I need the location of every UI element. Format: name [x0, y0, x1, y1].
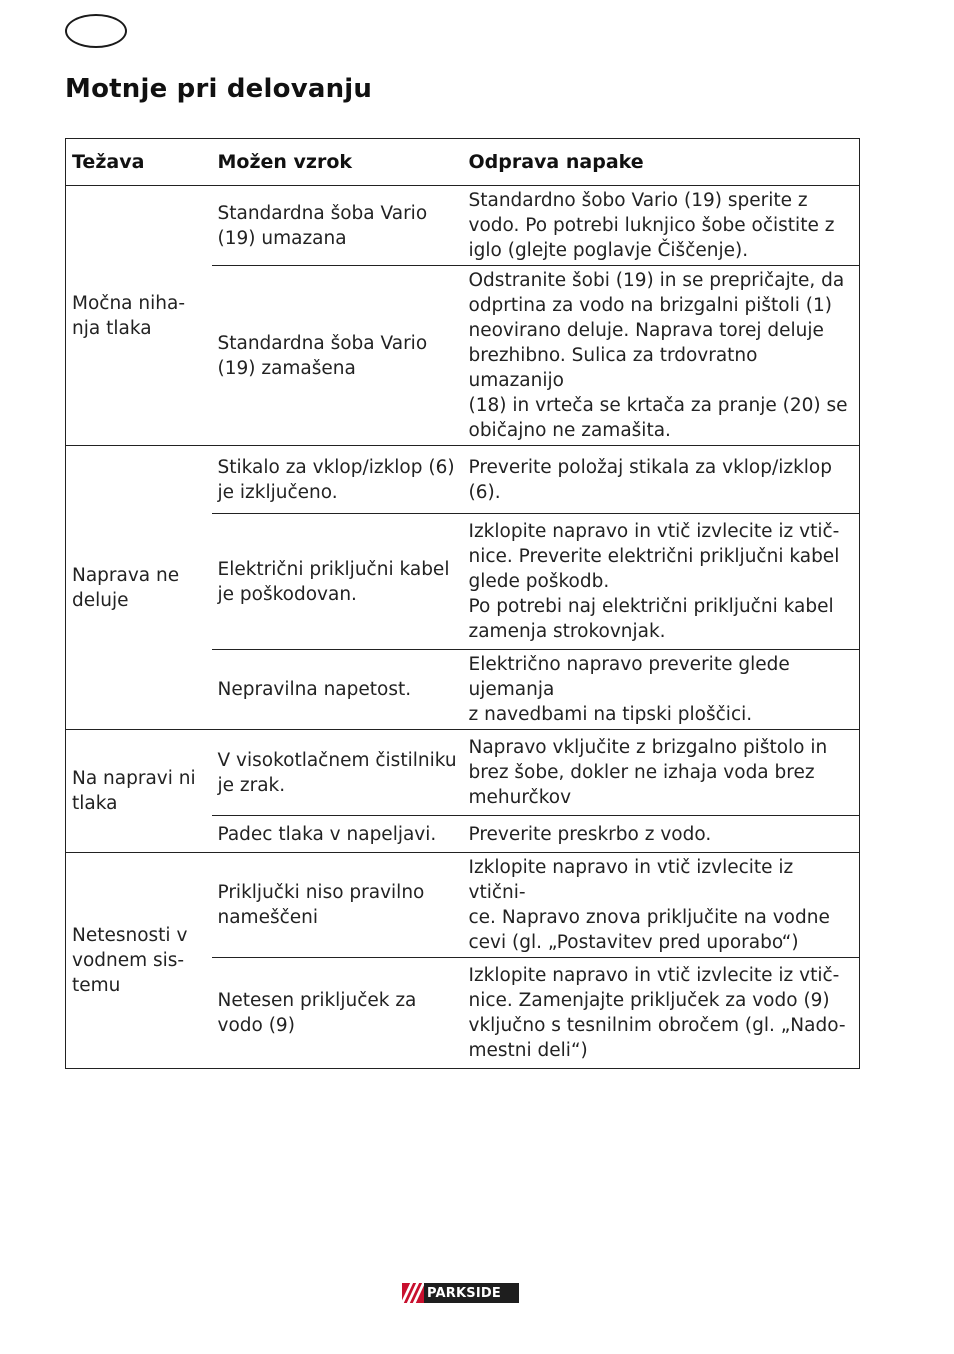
language-badge-oval: [65, 14, 127, 48]
header-remedy: Odprava napake: [463, 139, 860, 186]
remedy-text: Odstranite šobi (19) in se prepričajte, da odprtina za vodo na brizgalni pištoli (1) neovirano deluje. Naprava torej deluje brezhibno. Sulica za trdovratno umazanijo (18) in vrteča se krtača za pranje (20) se običajno ne zamašita.: [468, 270, 848, 441]
cause-text: Električni priključni kabel je poškodovan.: [217, 558, 450, 605]
remedy-text: Preverite preskrbo z vodo.: [468, 823, 712, 845]
problem-cell: [66, 446, 212, 730]
remedy-text: Standardno šobo Vario (19) sperite z vodo. Po potrebi luknjico šobe očistite z iglo (glejte poglavje Čiščenje).: [468, 190, 835, 261]
logo-stripes-icon: [402, 1283, 424, 1303]
troubleshooting-table: [65, 138, 860, 1069]
page-title: Motnje pri delovanju: [65, 74, 373, 104]
remedy-cell: [463, 853, 860, 958]
problem-cell: [66, 853, 212, 1069]
remedy-cell: [463, 650, 860, 730]
table-row: [66, 853, 860, 958]
problem-text: Naprava ne deluje: [72, 564, 180, 611]
problem-text: Močna niha- nja tlaka: [72, 292, 185, 339]
remedy-text: Izklopite napravo in vtič izvlecite iz vtič- nice. Zamenjajte priključek za vodo (9) vključno s tesnilnim obročem (gl. „Nado- mestni deli“): [468, 965, 846, 1061]
problem-cell: [66, 730, 212, 853]
remedy-text: Električno napravo preverite glede ujemanja z navedbami na tipski ploščici.: [468, 654, 790, 725]
remedy-text: Izklopite napravo in vtič izvlecite iz vtični- ce. Napravo znova priključite na vodne cevi (gl. „Postavitev pred uporabo“): [468, 857, 830, 953]
cause-text: Stikalo za vklop/izklop (6) je izključeno.: [217, 456, 455, 503]
remedy-text: Napravo vključite z brizgalno pištolo in brez šobe, dokler ne izhaja voda brez mehurčkov: [468, 737, 828, 808]
header-problem: Težava: [66, 139, 212, 186]
table-header-row: [66, 139, 860, 186]
table-row: [66, 730, 860, 816]
problem-text: Na napravi ni tlaka: [72, 768, 196, 814]
remedy-cell: [463, 816, 860, 853]
remedy-cell: [463, 186, 860, 266]
table-row: [66, 446, 860, 514]
parkside-logo: [402, 1283, 519, 1303]
cause-cell: [212, 958, 463, 1069]
cause-text: Priključki niso pravilno nameščeni: [217, 882, 425, 928]
remedy-cell: [463, 514, 860, 650]
cause-text: V visokotlačnem čistilniku je zrak.: [217, 749, 457, 796]
logo-text: PARKSIDE: [427, 1285, 501, 1301]
remedy-text: Izklopite napravo in vtič izvlecite iz vtič- nice. Preverite električni priključni kabel glede poškodb. Po potrebi naj električni priključni kabel zamenja strokovnjak.: [468, 521, 840, 642]
cause-cell: [212, 514, 463, 650]
remedy-cell: [463, 266, 860, 446]
problem-text: Netesnosti v vodnem sis- temu: [72, 925, 188, 996]
cause-text: Nepravilna napetost.: [217, 679, 412, 700]
header-cause: Možen vzrok: [212, 139, 463, 186]
problem-cell: [66, 186, 212, 446]
cause-cell: [212, 730, 463, 816]
table-row: [66, 186, 860, 266]
cause-cell: [212, 816, 463, 853]
remedy-cell: [463, 958, 860, 1069]
remedy-cell: [463, 730, 860, 816]
cause-text: Standardna šoba Vario (19) zamašena: [217, 332, 428, 379]
remedy-cell: [463, 446, 860, 514]
remedy-text: Preverite položaj stikala za vklop/izklop (6).: [468, 456, 832, 503]
cause-cell: [212, 186, 463, 266]
cause-text: Standardna šoba Vario (19) umazana: [217, 202, 428, 249]
cause-cell: [212, 266, 463, 446]
cause-text: Netesen priključek za vodo (9): [217, 990, 417, 1036]
cause-cell: [212, 853, 463, 958]
cause-cell: [212, 650, 463, 730]
cause-text: Padec tlaka v napeljavi.: [217, 823, 437, 845]
cause-cell: [212, 446, 463, 514]
